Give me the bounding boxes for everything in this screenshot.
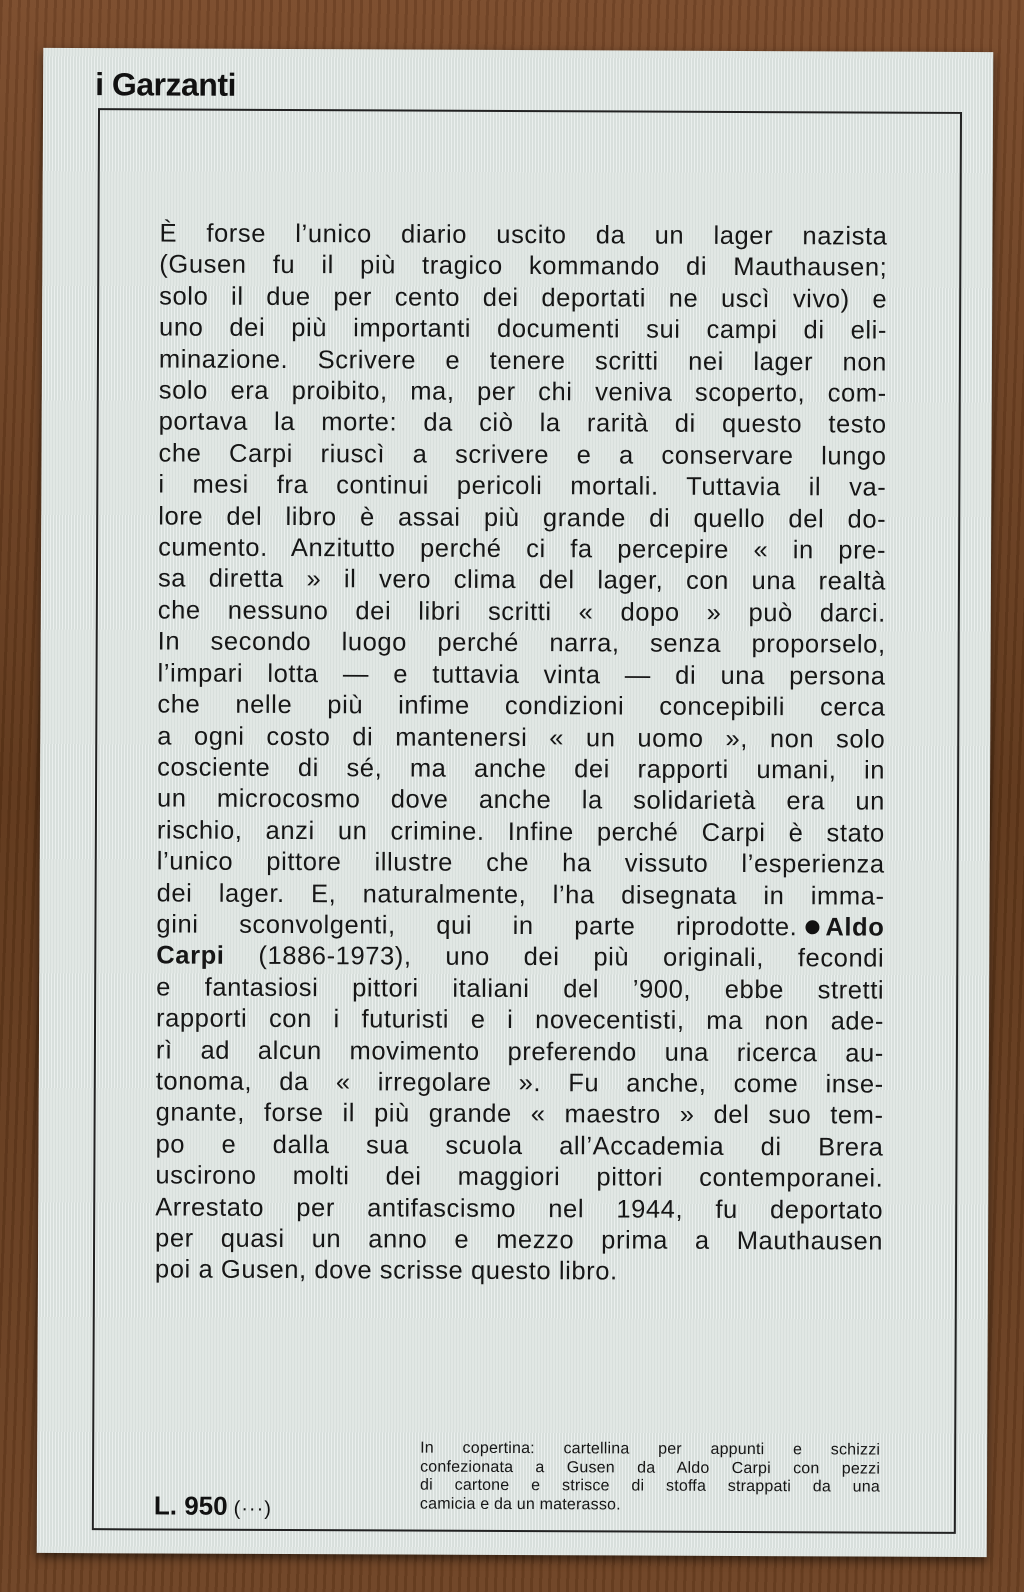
- blurb-line: portava la morte: da ciò la rarità di questo testo: [158, 407, 887, 440]
- blurb-line: uscirono molti dei maggiori pittori contemporanei.: [155, 1161, 884, 1193]
- publisher-logo: i Garzanti: [95, 66, 237, 103]
- blurb-line-with-author: [156, 909, 884, 944]
- blurb-line: solo era proibito, ma, per chi veniva scoperto, com-: [158, 376, 887, 408]
- caption-line: confezionata a Gusen da Aldo Carpi con pezzi: [420, 1458, 881, 1478]
- caption-line: In copertina: cartellina per appunti e schizzi: [420, 1439, 881, 1459]
- blurb-line: lore del libro è assai più grande di quello del do-: [158, 502, 887, 534]
- blurb-line-with-author: [156, 941, 884, 976]
- blurb-line: cumento. Anzitutto perché ci fa percepire « in pre-: [158, 533, 887, 565]
- blurb-line: gnante, forse il più grande « maestro » del suo tem-: [155, 1098, 884, 1130]
- price-value: L. 950: [153, 1490, 228, 1521]
- text-frame: [92, 108, 962, 1534]
- blurb-line: poi a Gusen, dove scrisse questo libro.: [154, 1255, 618, 1286]
- blurb-line: che nelle più infime condizioni concepibili cerca: [157, 690, 886, 722]
- cover-caption: [420, 1440, 880, 1516]
- blurb-line: l’unico pittore illustre che ha vissuto l’esperienza: [156, 847, 885, 879]
- caption-line: di cartone e strisce di stoffa strappati da una: [419, 1476, 881, 1496]
- price-label: [154, 1490, 272, 1522]
- blurb-line: rì ad alcun movimento preferendo una ricerca au-: [155, 1035, 884, 1068]
- blurb-line: cosciente di sé, ma anche dei rapporti umani, in: [157, 753, 886, 785]
- blurb-line: a ogni costo di mantenersi « un uomo », non solo: [157, 721, 886, 754]
- blurb-line: (1886-1973), uno dei più originali, fecondi: [258, 942, 885, 973]
- blurb-line: po e dalla sua scuola all’Accademia di Brera: [155, 1130, 884, 1162]
- blurb-line: rapporti con i futuristi e i novecentisti, ma non ade-: [155, 1004, 885, 1036]
- author-first-name: Aldo: [825, 913, 885, 942]
- blurb-text: [155, 218, 888, 1289]
- blurb-line: un microcosmo dove anche la solidarietà era un: [156, 784, 886, 816]
- blurb-line: che Carpi riuscì a scrivere e a conservare lungo: [158, 439, 887, 471]
- blurb-line: solo il due per cento dei deportati ne uscì vivo) e: [159, 282, 888, 314]
- blurb-line: minazione. Scrivere e tenere scritti nei lager non: [158, 345, 887, 377]
- blurb-line: che nessuno dei libri scritti « dopo » può darci.: [157, 596, 886, 628]
- blurb-line: (Gusen fu il più tragico kommando di Mauthausen;: [159, 250, 888, 283]
- blurb-line: gini sconvolgenti, qui in parte riprodotte.: [156, 910, 798, 942]
- book-back-cover: [37, 48, 994, 1557]
- price-code: (···): [233, 1497, 272, 1520]
- blurb-line: sa diretta » il vero clima del lager, con una realtà: [157, 564, 887, 597]
- blurb-line: i mesi fra continui pericoli mortali. Tuttavia il va-: [158, 470, 887, 502]
- blurb-line: tonoma, da « irregolare ». Fu anche, come inse-: [155, 1067, 884, 1099]
- caption-line: camicia e da un materasso.: [419, 1495, 621, 1513]
- blurb-line: In secondo luogo perché narra, senza proporselo,: [157, 627, 886, 659]
- blurb-line: rischio, anzi un crimine. Infine perché Carpi è stato: [156, 816, 885, 848]
- bullet-icon: [805, 920, 819, 934]
- blurb-line: Arrestato per antifascismo nel 1944, fu deportato: [155, 1193, 884, 1225]
- blurb-line: dei lager. E, naturalmente, l’ha disegnata in imma-: [156, 878, 885, 911]
- blurb-line: e fantasiosi pittori italiani del ’900, ebbe stretti: [156, 973, 885, 1005]
- blurb-line: È forse l’unico diario uscito da un lager nazista: [159, 219, 888, 251]
- blurb-line: uno dei più importanti documenti sui campi di eli-: [159, 313, 888, 345]
- blurb-line: l’impari lotta — e tuttavia vinta — di una persona: [157, 659, 886, 691]
- author-last-name: Carpi: [156, 941, 225, 971]
- blurb-line: per quasi un anno e mezzo prima a Mauthausen: [155, 1224, 884, 1256]
